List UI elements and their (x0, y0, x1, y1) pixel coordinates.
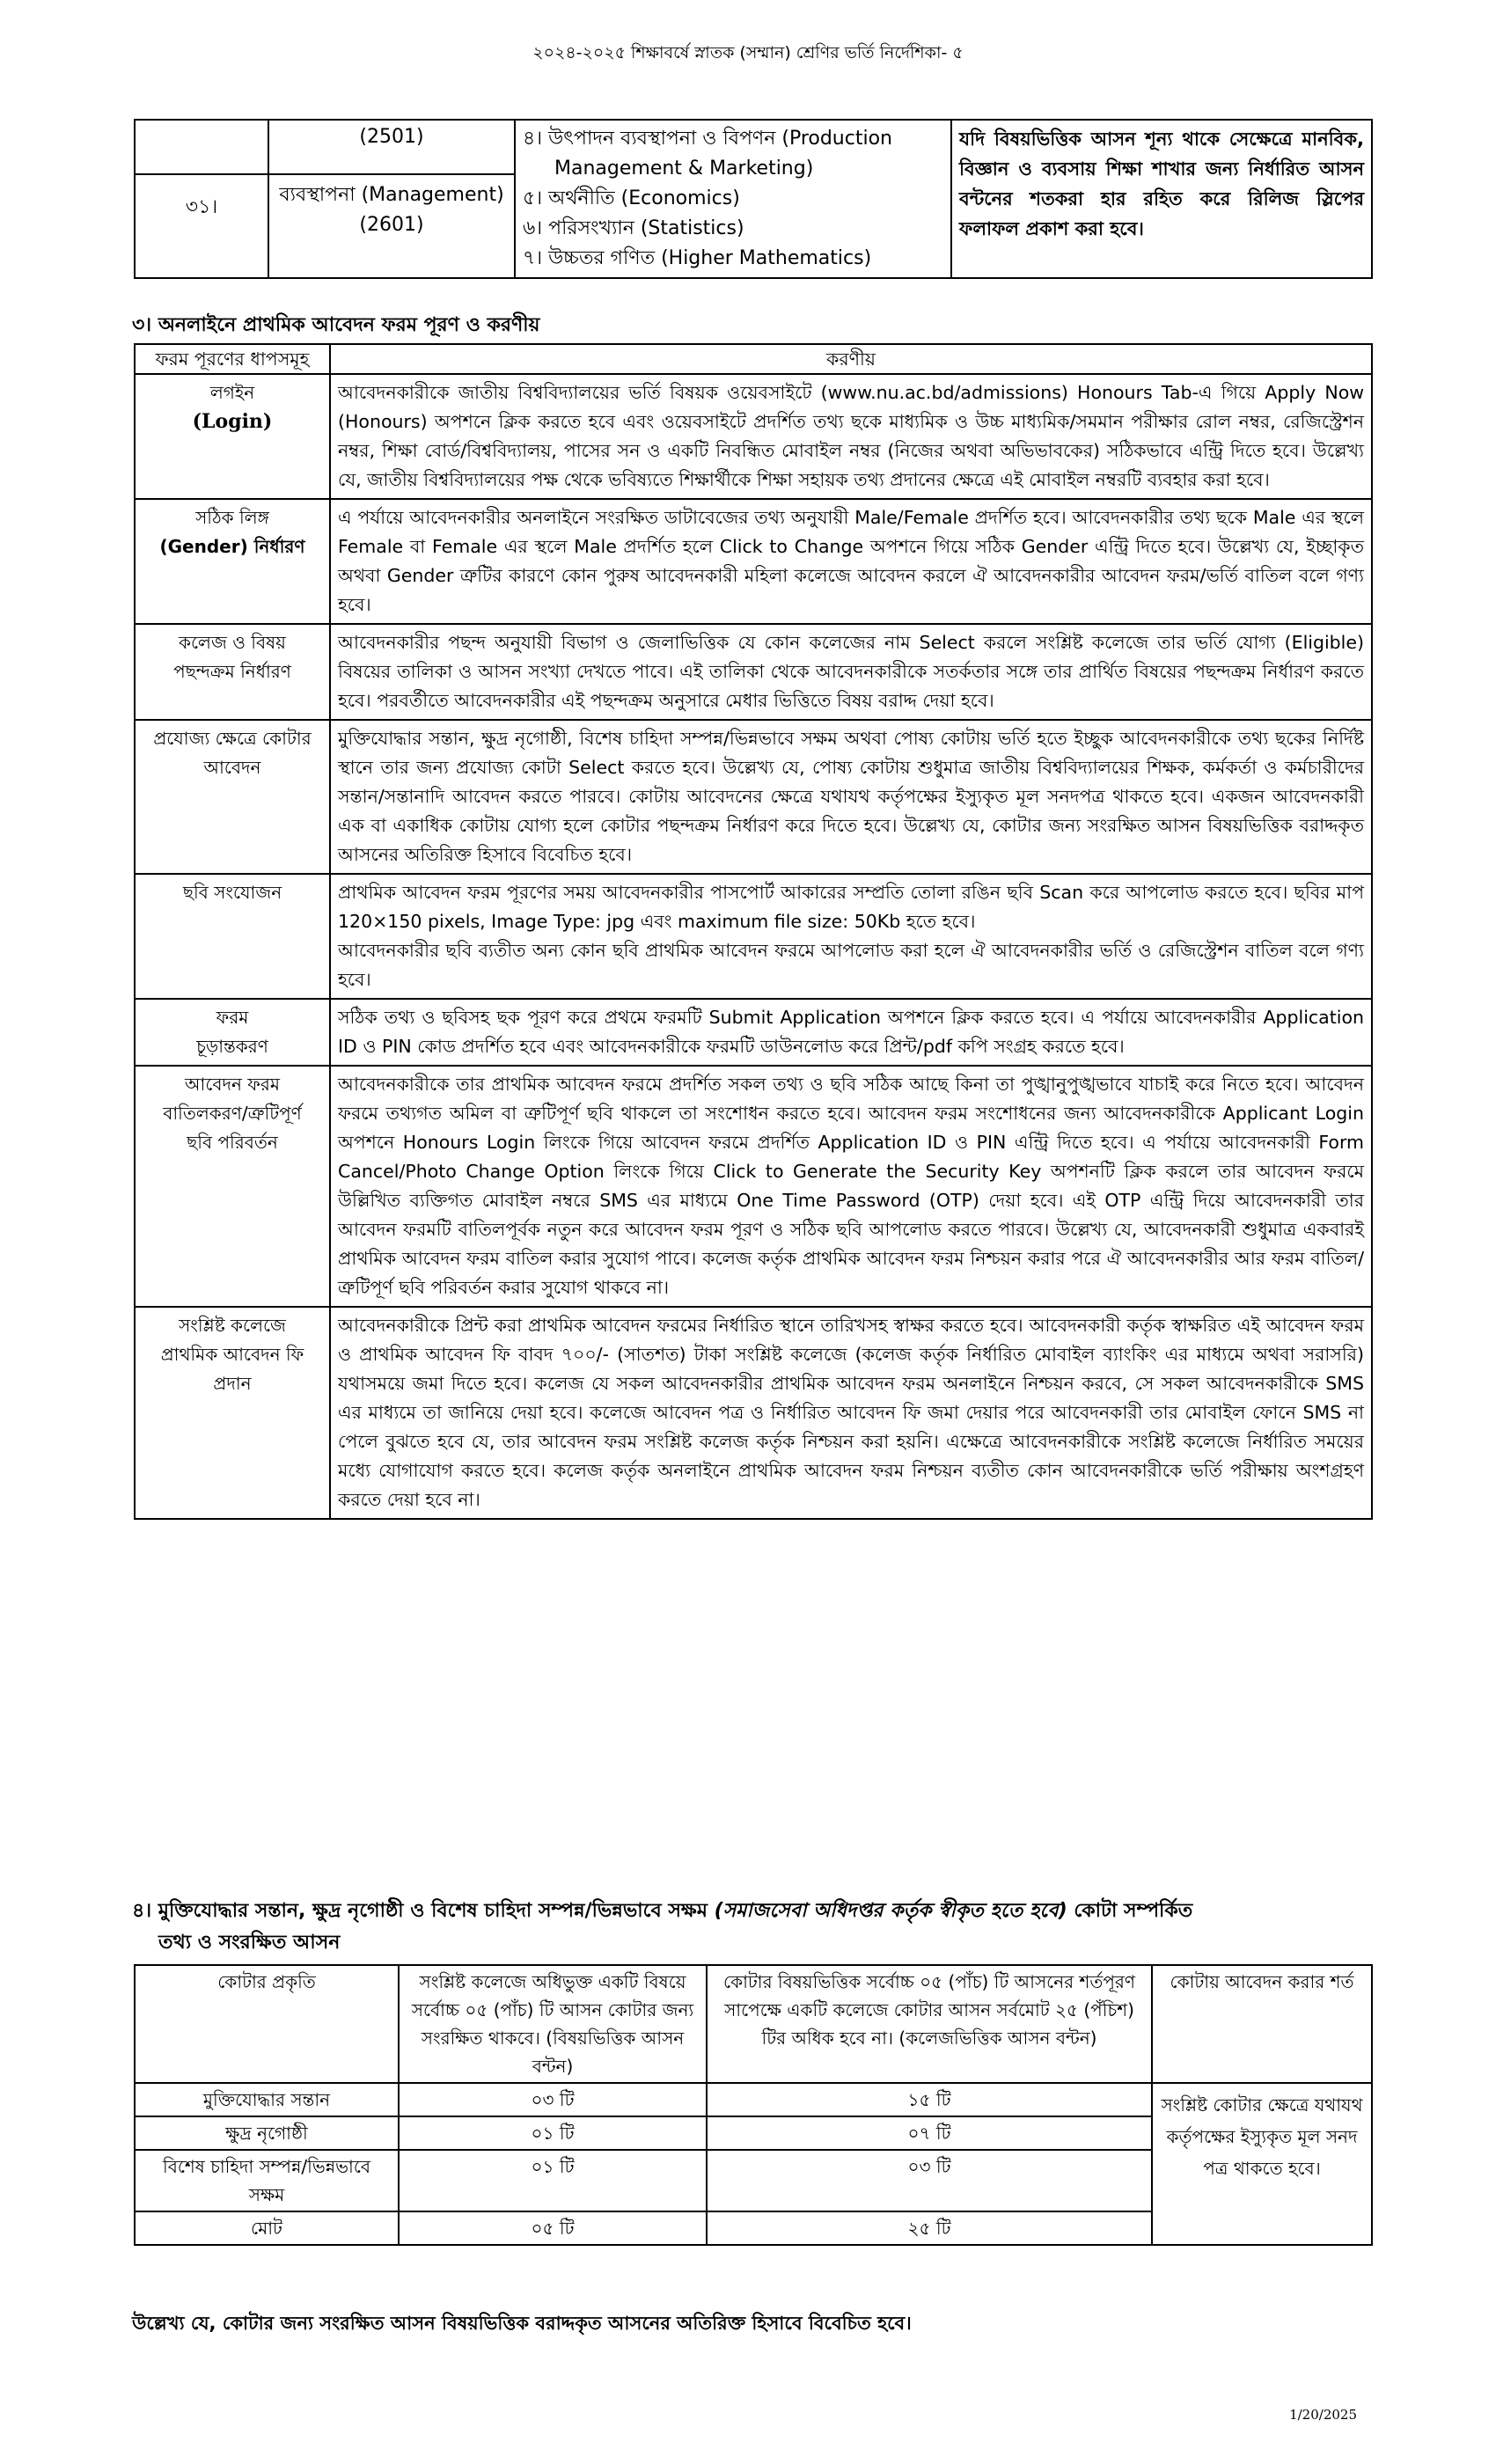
table-row (135, 120, 1372, 174)
quota-kind: ক্ষুদ্র নৃগোষ্ঠী (135, 2116, 399, 2150)
remark-cell: যদি বিষয়ভিত্তিক আসন শূন্য থাকে সেক্ষেত্রে মানবিক, বিজ্ঞান ও ব্যবসায় শিক্ষা শাখার জন্য নির্ধারিত আসন বন্টনের শতকরা হার রহিত করে রিলিজ স্লিপের ফলাফল প্রকাশ করা হবে। (951, 120, 1372, 278)
unit-subject-table (134, 119, 1373, 279)
section-3-heading: ৩। অনলাইনে প্রাথমিক আবেদন ফরম পূরণ ও করণীয় (132, 314, 540, 336)
subject-item: ৬। পরিসংখ্যান (Statistics) (523, 217, 744, 239)
step-college-choice (135, 624, 330, 720)
col-header-condition: কোটায় আবেদন করার শর্ত (1152, 1965, 1372, 2083)
subject-item: ৪। উৎপাদন ব্যবস্থাপনা ও বিপণন (Production (523, 128, 892, 150)
step-finalize (135, 999, 330, 1066)
step-label: প্রযোজ্য ক্ষেত্রে কোটার (153, 728, 312, 749)
step-label: চূড়ান্তকরণ (196, 1036, 268, 1057)
step-text: আবেদনকারীকে জাতীয় বিশ্ববিদ্যালয়ের ভর্তি বিষয়ক ওয়েবসাইটে (www.nu.ac.bd/admissions) Honours Tab-এ গিয়ে Apply Now (Honours) অপশনে ক্লিক করতে হবে এবং ওয়েবসাইটে প্রদর্শিত তথ্য ছকে মাধ্যমিক ও উচ্চ মাধ্যমিক/সমমান পরীক্ষার রোল নম্বর, রেজিস্ট্রেশন নম্বর, শিক্ষা বোর্ড/বিশ্ববিদ্যালয়, পাসের সন ও একটি নিবন্ধিত মোবাইল নম্বর (নিজের অথবা অভিভাবকের) সঠিকভাবে এন্ট্রি দিতে হবে। উল্লেখ্য যে, জাতীয় বিশ্ববিদ্যালয়ের পক্ষ থেকে ভবিষ্যতে শিক্ষার্থীকে শিক্ষা সহায়ক তথ্য প্রদানের ক্ষেত্রে এই মোবাইল নম্বরটি ব্যবহার করা হবে। (330, 374, 1372, 499)
step-text: এ পর্যায়ে আবেদনকারীর অনলাইনে সংরক্ষিত ডাটাবেজের তথ্য অনুযায়ী Male/Female প্রদর্শিত হবে। আবেদনকারীর তথ্য ছকে Male এর স্থলে Female বা Female এর স্থলে Male প্রদর্শিত হলে Click to Change অপশনে গিয়ে সঠিক Gender এন্ট্রি দিতে হবে। উল্লেখ্য যে, ইচ্ছাকৃত অথবা Gender ত্রুটির কারণে কোন পুরুষ আবেদনকারী মহিলা কলেজে আবেদন করলে ঐ আবেদনকারীর আবেদন ফরম/ভর্তি বাতিল বলে গণ্য হবে। (330, 499, 1372, 624)
col-header-kind: কোটার প্রকৃতি (135, 1965, 399, 2083)
quota-kind: মোট (135, 2211, 399, 2245)
subject-seats: ০৩ টি (399, 2083, 707, 2116)
step-photo (135, 874, 330, 999)
unit-code: (2601) (359, 213, 424, 236)
step-label: প্রাথমিক আবেদন ফি (160, 1344, 304, 1365)
subject-list-cell (515, 120, 951, 278)
table-row (135, 624, 1372, 720)
footnote: উল্লেখ্য যে, কোটার জন্য সংরক্ষিত আসন বিষয়ভিত্তিক বরাদ্দকৃত আসনের অতিরিক্ত হিসাবে বিবেচিত হবে। (132, 2313, 912, 2334)
subject-item: ৭। উচ্চতর গণিত (Higher Mathematics) (523, 247, 872, 269)
step-label: লগইন (209, 382, 255, 403)
section-4-heading (132, 1896, 1373, 1959)
college-seats: ০৭ টি (707, 2116, 1152, 2150)
heading-text: ৪। মুক্তিযোদ্ধার সন্তান, ক্ষুদ্র নৃগোষ্ঠী ও বিশেষ চাহিদা সম্পন্ন/ভিন্নভাবে সক্ষম (132, 1900, 715, 1922)
date-stamp: 1/20/2025 (1289, 2407, 1357, 2423)
step-label: পছন্দক্রম নির্ধারণ (173, 661, 291, 682)
step-label: প্রদান (213, 1373, 252, 1394)
col-header-step: ফরম পূরণের ধাপসমূহ (135, 344, 330, 374)
subject-item: Management & Marketing) (554, 158, 814, 180)
table-row (135, 499, 1372, 624)
table-header-row (135, 1965, 1372, 2083)
step-text: আবেদনকারীর ছবি ব্যতীত অন্য কোন ছবি প্রাথমিক আবেদন ফরমে আপলোড করা হলে ঐ আবেদনকারীর ভর্তি ও রেজিস্ট্রেশন বাতিল বলে গণ্য হবে। (338, 940, 1364, 990)
quota-table (134, 1964, 1373, 2246)
step-label: সঠিক লিঙ্গ (195, 507, 269, 528)
college-seats: ০৩ টি (707, 2150, 1152, 2211)
step-label: বাতিলকরণ/ত্রুটিপূর্ণ (163, 1103, 302, 1124)
step-quota (135, 720, 330, 874)
step-text: সঠিক তথ্য ও ছবিসহ ছক পূরণ করে প্রথমে ফরমটি Submit Application অপশনে ক্লিক করতে হবে। এ পর্যায়ে আবেদনকারীর Application ID ও PIN কোড প্রদর্শিত হবে এবং আবেদনকারীকে ফরমটি ডাউনলোড করে প্রিন্ট/pdf কপি সংগ্রহ করতে হবে। (330, 999, 1372, 1066)
college-seats: ২৫ টি (707, 2211, 1152, 2245)
step-label: আবেদন (203, 757, 261, 778)
table-row (135, 1066, 1372, 1307)
step-text: মুক্তিযোদ্ধার সন্তান, ক্ষুদ্র নৃগোষ্ঠী, বিশেষ চাহিদা সম্পন্ন/ভিন্নভাবে সক্ষম অথবা পোষ্য কোটায় ভর্তি হতে ইচ্ছুক আবেদনকারীকে তথ্য ছকের নির্দিষ্ট স্থানে তার জন্য প্রযোজ্য কোটা Select করতে হবে। উল্লেখ্য যে, পোষ্য কোটায় শুধুমাত্র জাতীয় বিশ্ববিদ্যালয়ের শিক্ষক, কর্মকর্তা ও কর্মচারীদের সন্তান/সন্তানাদি আবেদন করতে পারবে। কোটায় আবেদনের ক্ষেত্রে যথাযথ কর্তৃপক্ষের ইস্যুকৃত মূল সনদপত্র থাকতে হবে। একজন আবেদনকারী এক বা একাধিক কোটায় যোগ্য হলে কোটার পছন্দক্রম নির্ধারণ করে দিতে হবে। উল্লেখ্য যে, কোটার জন্য সংরক্ষিত আসন বিষয়ভিত্তিক বরাদ্দকৃত আসনের অতিরিক্ত হিসাবে বিবেচিত হবে। (330, 720, 1372, 874)
table-row (135, 2083, 1372, 2116)
subject-seats: ০৫ টি (399, 2211, 707, 2245)
heading-line-2: তথ্য ও সংরক্ষিত আসন (158, 1932, 341, 1954)
quota-kind: মুক্তিযোদ্ধার সন্তান (135, 2083, 399, 2116)
table-row (135, 374, 1372, 499)
step-text: আবেদনকারীকে তার প্রাথমিক আবেদন ফরমে প্রদর্শিত সকল তথ্য ও ছবি সঠিক আছে কিনা তা পুঙ্খানুপুঙ্খভাবে যাচাই করে নিতে হবে। আবেদন ফরমে তথ্যগত অমিল বা ত্রুটিপূর্ণ ছবি থাকলে তা সংশোধন করতে হবে। আবেদন ফরম সংশোধনের জন্য আবেদনকারীকে Applicant Login অপশনে Honours Login লিংকে গিয়ে আবেদন ফরমে প্রদর্শিত Application ID ও PIN এন্ট্রি দিতে হবে। এ পর্যায়ে আবেদনকারী Form Cancel/Photo Change Option লিংকে গিয়ে Click to Generate the Security Key অপশনটি ক্লিক করলে তার আবেদন ফরমে উল্লিখিত ব্যক্তিগত মোবাইল নম্বরে SMS এর মাধ্যমে One Time Password (OTP) দেয়া হবে। এই OTP এন্ট্রি দিয়ে আবেদনকারী তার আবেদন ফরমটি বাতিলপূর্বক নতুন করে আবেদন ফরম পূরণ ও সঠিক ছবি আপলোড করতে পারবে। উল্লেখ্য যে, আবেদনকারী শুধুমাত্র একবারই প্রাথমিক আবেদন ফরম বাতিল করার সুযোগ পাবে। কলেজ কর্তৃক প্রাথমিক আবেদন ফরম নিশ্চয়ন করার পরে ঐ আবেদনকারীর আর ফরম বাতিল/ত্রুটিপূর্ণ ছবি পরিবর্তন করার সুযোগ থাকবে না। (330, 1066, 1372, 1307)
quota-kind: বিশেষ চাহিদা সম্পন্ন/ভিন্নভাবে সক্ষম (135, 2150, 399, 2211)
quota-condition: সংশ্লিষ্ট কোটার ক্ষেত্রে যথাযথ কর্তৃপক্ষের ইস্যুকৃত মূল সনদ পত্র থাকতে হবে। (1152, 2083, 1372, 2245)
step-label: ছবি পরিবর্তন (187, 1132, 278, 1153)
table-row (135, 874, 1372, 999)
unit-cell (268, 120, 515, 174)
unit-name: ব্যবস্থাপনা (Management) (279, 183, 504, 206)
table-header-row (135, 344, 1372, 374)
step-label: সংশ্লিষ্ট কলেজে (179, 1315, 286, 1336)
step-label: কলেজ ও বিষয় (179, 632, 286, 653)
step-text: আবেদনকারীকে প্রিন্ট করা প্রাথমিক আবেদন ফরমের নির্ধারিত স্থানে তারিখসহ স্বাক্ষর করতে হবে। আবেদনকারী কর্তৃক স্বাক্ষরিত এই আবেদন ফরম ও প্রাথমিক আবেদন ফি বাবদ ৭০০/- (সাতশত) টাকা সংশ্লিষ্ট কলেজে (কলেজ কর্তৃক নির্ধারিত মোবাইল ব্যাংকিং এর মাধ্যমে অথবা সরাসরি) যথাসময়ে জমা দিতে হবে। কলেজ যে সকল আবেদনকারীর প্রাথমিক আবেদন ফরম অনলাইনে নিশ্চয়ন করবে, সে সকল আবেদনকারীকে SMS এর মাধ্যমে তা জানিয়ে দেয়া হবে। কলেজে আবেদন পত্র ও নির্ধারিত আবেদন ফি জমা দেয়ার পরে আবেদনকারী তার মোবাইল ফোনে SMS না পেলে বুঝতে হবে যে, তার আবেদন ফরম সংশ্লিষ্ট কলেজ কর্তৃক নিশ্চয়ন করা হয়নি। এক্ষেত্রে আবেদনকারীকে সংশ্লিষ্ট কলেজে নির্ধারিত সময়ের মধ্যে যোগাযোগ করতে হবে। কলেজ কর্তৃক অনলাইনে প্রাথমিক আবেদন ফরম নিশ্চয়ন ব্যতীত কোন আবেদনকারীকে ভর্তি পরীক্ষায় অংশগ্রহণ করতে দেয়া হবে না। (330, 1307, 1372, 1519)
step-gender (135, 499, 330, 624)
step-label: (Gender) নির্ধারণ (159, 536, 305, 557)
college-seats: ১৫ টি (707, 2083, 1152, 2116)
table-row (135, 1307, 1372, 1519)
unit-code-prev: (2501) (359, 126, 424, 148)
table-row (135, 999, 1372, 1066)
step-text: আবেদনকারীর পছন্দ অনুযায়ী বিভাগ ও জেলাভিত্তিক যে কোন কলেজের নাম Select করলে সংশ্লিষ্ট কলেজে তার ভর্তি যোগ্য (Eligible) বিষয়ের তালিকা ও আসন সংখ্যা দেখতে পাবে। এই তালিকা থেকে আবেদনকারীকে সতর্কতার সঙ্গে তার প্রার্থিত বিষয়ের পছন্দক্রম নির্ধারণ করতে হবে। পরবর্তীতে আবেদনকারীর এই পছন্দক্রম অনুসারে মেধার ভিত্তিতে বিষয় বরাদ্দ দেয়া হবে। (330, 624, 1372, 720)
application-steps-table (134, 343, 1373, 1520)
col-header-todo: করণীয় (330, 344, 1372, 374)
step-text-cell (330, 874, 1372, 999)
step-label: (Login) (192, 410, 273, 433)
serial-number: ৩১। (135, 174, 268, 278)
subject-item: ৫। অর্থনীতি (Economics) (523, 187, 740, 209)
subject-seats: ০১ টি (399, 2116, 707, 2150)
col-header-college-seats: কোটার বিষয়ভিত্তিক সর্বোচ্চ ০৫ (পাঁচ) টি আসনের শর্তপূরণ সাপেক্ষে একটি কলেজে কোটার আসন সর্বমোট ২৫ (পঁচিশ) টির অধিক হবে না। (কলেজভিত্তিক আসন বন্টন) (707, 1965, 1152, 2083)
step-fee (135, 1307, 330, 1519)
unit-name-cell (268, 174, 515, 278)
step-cancel (135, 1066, 330, 1307)
subject-seats: ০১ টি (399, 2150, 707, 2211)
step-login (135, 374, 330, 499)
heading-italic: (সমাজসেবা অধিদপ্তর কর্তৃক স্বীকৃত হতে হবে) (714, 1900, 1067, 1922)
step-label: ছবি সংযোজন (182, 882, 282, 903)
step-label: ফরম (216, 1007, 249, 1028)
serial-cell (135, 120, 268, 174)
running-header: ২০২৪-২০২৫ শিক্ষাবর্ষে স্নাতক (সম্মান) শ্রেণির ভর্তি নির্দেশিকা- ৫ (532, 43, 964, 62)
step-label: আবেদন ফরম (184, 1074, 281, 1095)
table-row (135, 720, 1372, 874)
col-header-subject-seats: সংশ্লিষ্ট কলেজে অধিভুক্ত একটি বিষয়ে সর্বোচ্চ ০৫ (পাঁচ) টি আসন কোটার জন্য সংরক্ষিত থাকবে। (বিষয়ভিত্তিক আসন বন্টন) (399, 1965, 707, 2083)
heading-text: কোটা সম্পর্কিত (1067, 1900, 1193, 1922)
step-text: প্রাথমিক আবেদন ফরম পূরণের সময় আবেদনকারীর পাসপোর্ট আকারের সম্প্রতি তোলা রঙিন ছবি Scan করে আপলোড করতে হবে। ছবির মাপ 120×150 pixels, Image Type: jpg এবং maximum file size: 50Kb হতে হবে। (338, 882, 1364, 932)
